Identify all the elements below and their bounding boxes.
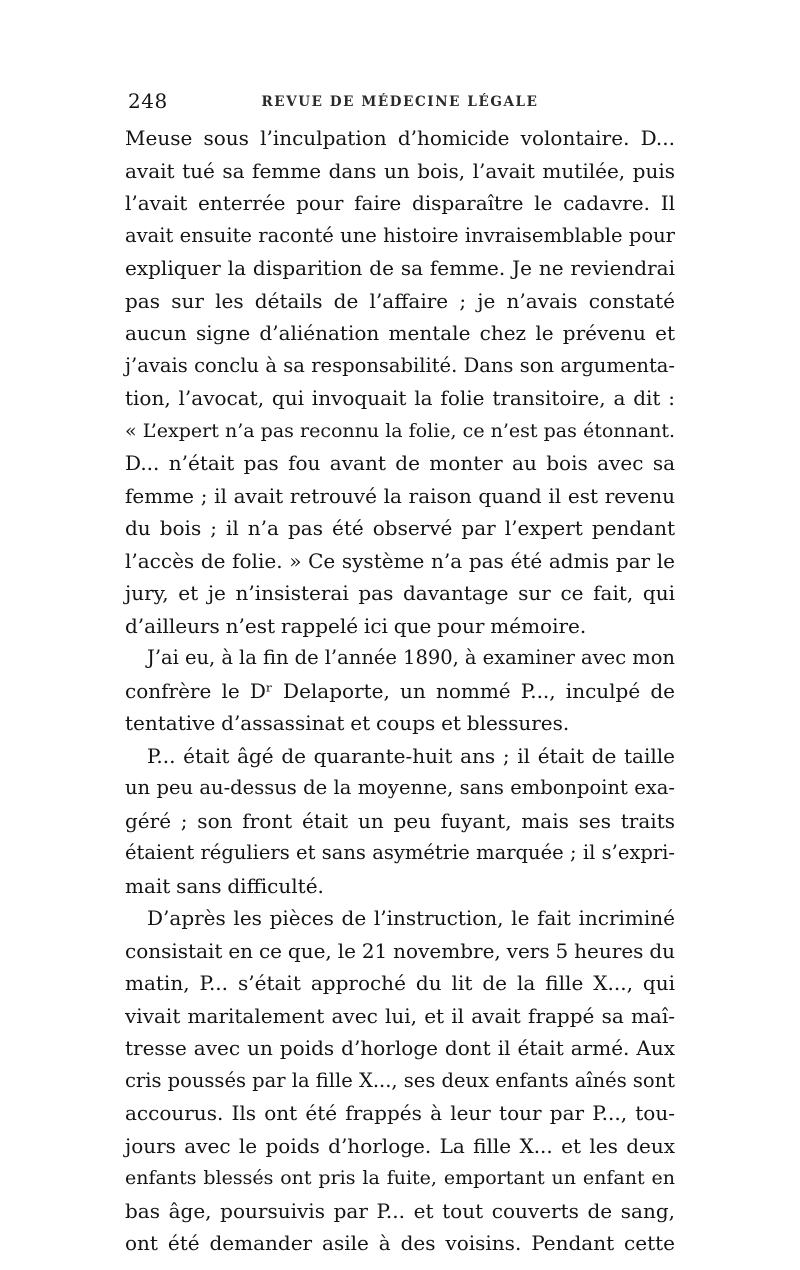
text-line: du bois ; il n’a pas été observé par l’expert pendant bbox=[125, 516, 675, 540]
text-line: tentative d’assassinat et coups et blessures. bbox=[125, 711, 570, 735]
text-line: vivait maritalement avec lui, et il avait frappé sa maî- bbox=[125, 1003, 675, 1028]
text-line: Meuse sous l’inculpation d’homicide volontaire. D... bbox=[125, 126, 675, 150]
text-line: D... n’était pas fou avant de monter au bois avec sa bbox=[125, 451, 675, 475]
text-line: étaient réguliers et sans asymétrie marquée ; il s’expri- bbox=[125, 841, 675, 864]
body-text bbox=[125, 122, 675, 1260]
text-line: mait sans difficulté. bbox=[125, 873, 324, 898]
running-head bbox=[125, 86, 675, 116]
text-line: femme ; il avait retrouvé la raison quand il est revenu bbox=[125, 483, 675, 508]
text-line: expliquer la disparition de sa femme. Je ne reviendrai bbox=[125, 256, 675, 280]
text-line: « L’expert n’a pas reconnu la folie, ce n’est pas étonnant. bbox=[125, 419, 675, 442]
text-line: j’avais conclu à sa responsabilité. Dans son argumenta- bbox=[125, 353, 675, 377]
text-line: enfants blessés ont pris la fuite, emportant un enfant en bbox=[125, 1167, 675, 1189]
running-head-title: REVUE DE MÉDECINE LÉGALE bbox=[261, 94, 539, 110]
text-line: J’ai eu, à la fin de l’année 1890, à examiner avec mon bbox=[147, 646, 675, 669]
text-line: confrère le Dʳ Delaporte, un nommé P..., inculpé de bbox=[125, 678, 675, 703]
text-line: un peu au-dessus de la moyenne, sans embonpoint exa- bbox=[125, 776, 675, 799]
text-line: avait tué sa femme dans un bois, l’avait mutilée, puis bbox=[125, 158, 675, 183]
text-line: l’avait enterrée pour faire disparaître le cadavre. Il bbox=[125, 191, 675, 215]
text-line: ont été demander asile à des voisins. Pendant cette bbox=[125, 1231, 675, 1255]
text-line: jours avec le poids d’horloge. La fille X... et les deux bbox=[125, 1133, 675, 1158]
page-number: 248 bbox=[128, 89, 168, 113]
text-line: consistait en ce que, le 21 novembre, vers 5 heures du bbox=[125, 938, 675, 963]
text-line: cris poussés par la fille X..., ses deux enfants aînés sont bbox=[125, 1068, 675, 1092]
text-line: matin, P... s’était approché du lit de la fille X..., qui bbox=[125, 971, 675, 995]
text-line: P... était âgé de quarante-huit ans ; il était de taille bbox=[147, 743, 675, 768]
text-line: tresse avec un poids d’horloge dont il était armé. Aux bbox=[125, 1036, 675, 1060]
text-line: aucun signe d’aliénation mentale chez le prévenu et bbox=[125, 321, 675, 345]
text-line: D’après les pièces de l’instruction, le fait incriminé bbox=[147, 906, 675, 930]
text-line: avait ensuite raconté une histoire invraisemblable pour bbox=[125, 223, 675, 247]
text-line: l’accès de folie. » Ce système n’a pas été admis par le bbox=[125, 548, 675, 573]
text-line: pas sur les détails de l’affaire ; je n’avais constaté bbox=[125, 288, 675, 313]
text-line: d’ailleurs n’est rappelé ici que pour mémoire. bbox=[125, 613, 587, 638]
text-line: bas âge, poursuivis par P... et tout couverts de sang, bbox=[125, 1198, 675, 1223]
text-line: tion, l’avocat, qui invoquait la folie transitoire, a dit : bbox=[125, 386, 675, 410]
text-line: géré ; son front était un peu fuyant, mais ses traits bbox=[125, 808, 675, 833]
text-line: accourus. Ils ont été frappés à leur tour par P..., tou- bbox=[125, 1101, 675, 1125]
text-line: jury, et je n’insisterai pas davantage sur ce fait, qui bbox=[125, 581, 675, 605]
